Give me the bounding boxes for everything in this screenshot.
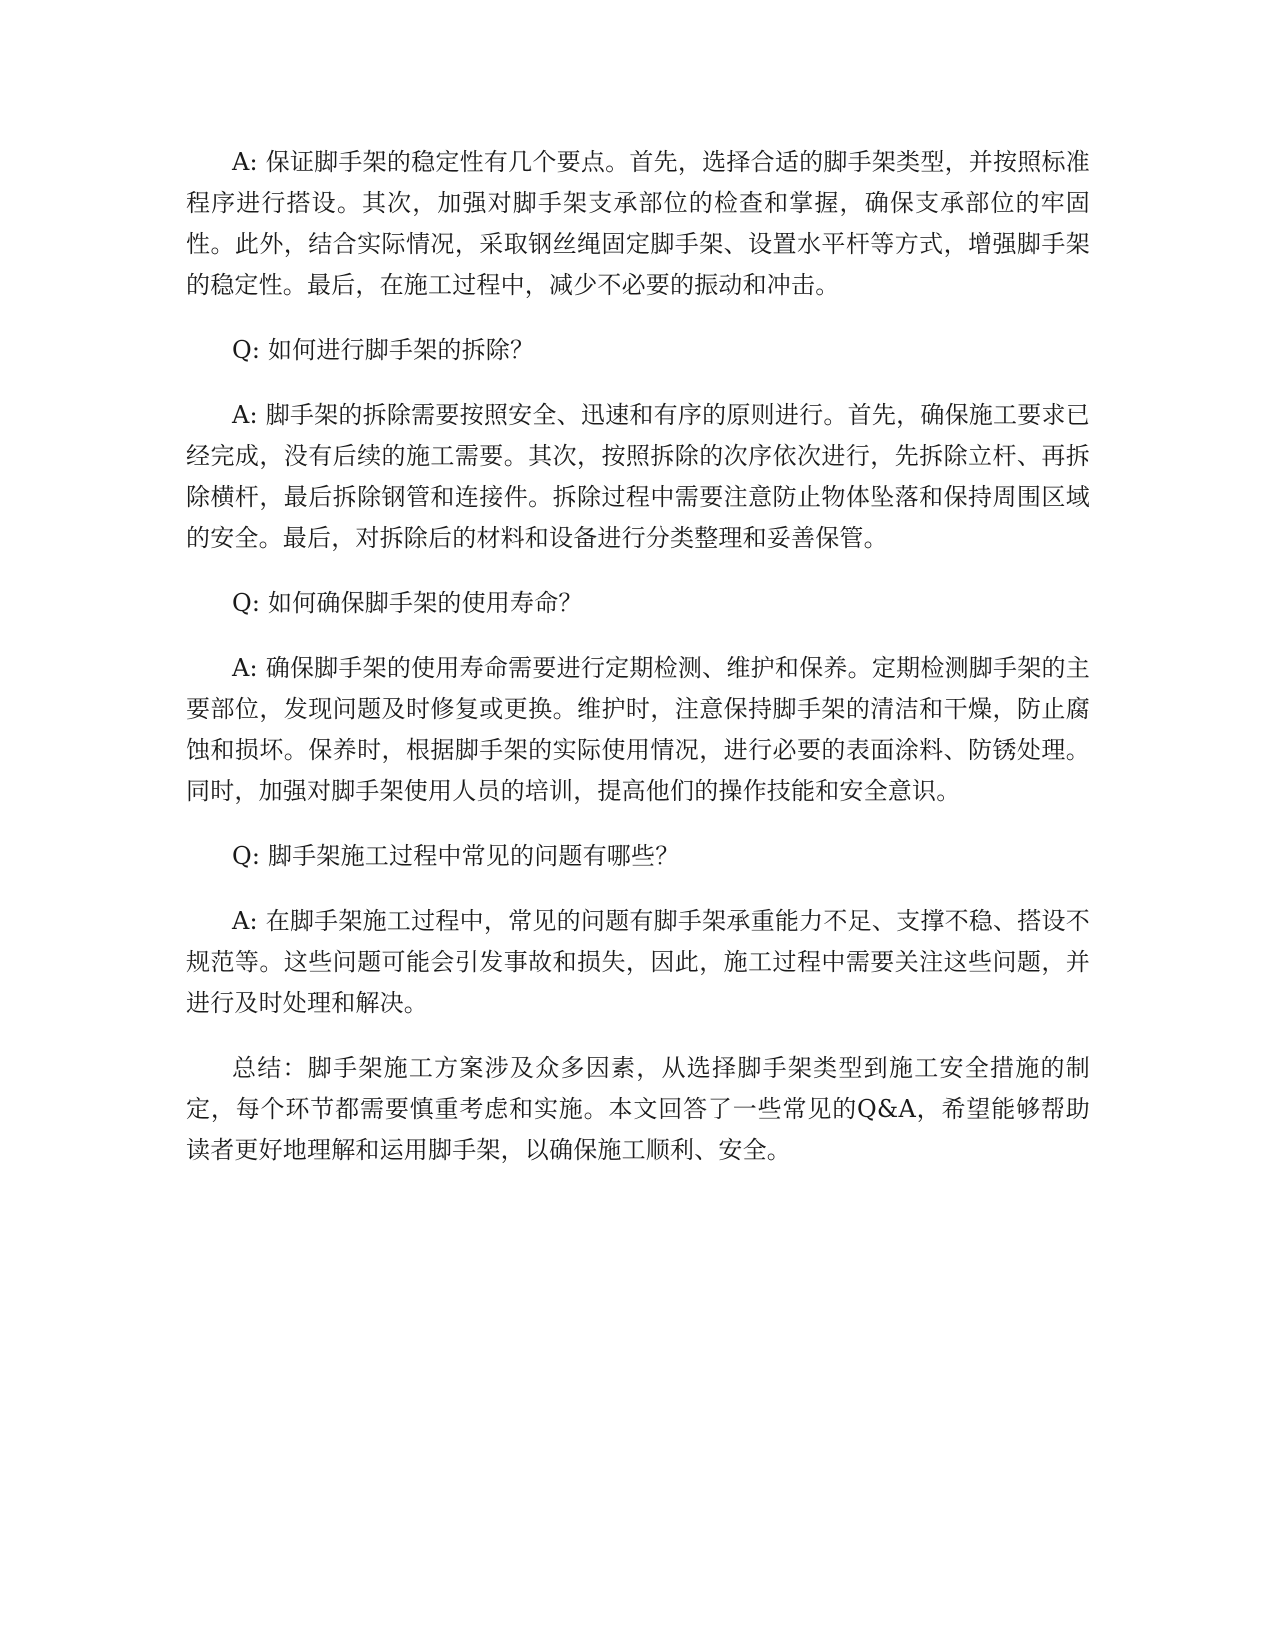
answer-paragraph-common-problems: A: 在脚手架施工过程中，常见的问题有脚手架承重能力不足、支撑不稳、搭设不规范等。这些问题可能会引发事故和损失，因此，施工过程中需要关注这些问题，并进行及时处理和解决。 bbox=[186, 907, 1090, 1017]
answer-paragraph-removal: A: 脚手架的拆除需要按照安全、迅速和有序的原则进行。首先，确保施工要求已经完成，没有后续的施工需要。其次，按照拆除的次序依次进行，先拆除立杆、再拆除横杆，最后拆除钢管和连接件。拆除过程中需要注意防止物体坠落和保持周围区域的安全。最后，对拆除后的材料和设备进行分类整理和妥善保管。 bbox=[186, 401, 1090, 552]
document-body bbox=[186, 142, 1090, 1195]
question-paragraph-lifespan: Q: 如何确保脚手架的使用寿命？ bbox=[232, 589, 583, 617]
answer-paragraph-stability: A: 保证脚手架的稳定性有几个要点。首先，选择合适的脚手架类型，并按照标准程序进行搭设。其次，加强对脚手架支承部位的检查和掌握，确保支承部位的牢固性。此外，结合实际情况，采取钢丝绳固定脚手架、设置水平杆等方式，增强脚手架的稳定性。最后，在施工过程中，减少不必要的振动和冲击。 bbox=[186, 148, 1090, 299]
question-paragraph-removal: Q: 如何进行脚手架的拆除？ bbox=[232, 336, 535, 364]
summary-paragraph: 总结：脚手架施工方案涉及众多因素，从选择脚手架类型到施工安全措施的制定，每个环节都需要慎重考虑和实施。本文回答了一些常见的Q&A，希望能够帮助读者更好地理解和运用脚手架，以确保施工顺利、安全。 bbox=[186, 1054, 1090, 1164]
question-paragraph-common-problems: Q: 脚手架施工过程中常见的问题有哪些？ bbox=[232, 842, 680, 870]
answer-paragraph-lifespan: A: 确保脚手架的使用寿命需要进行定期检测、维护和保养。定期检测脚手架的主要部位，发现问题及时修复或更换。维护时，注意保持脚手架的清洁和干燥，防止腐蚀和损坏。保养时，根据脚手架的实际使用情况，进行必要的表面涂料、防锈处理。同时，加强对脚手架使用人员的培训，提高他们的操作技能和安全意识。 bbox=[186, 654, 1090, 805]
